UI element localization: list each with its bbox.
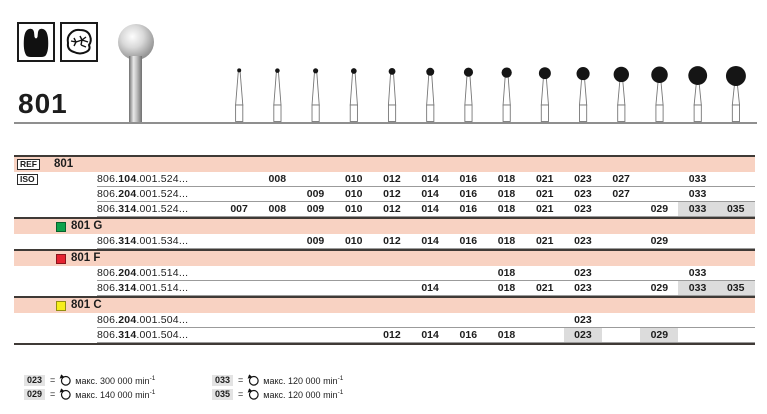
size-cell: 012 [383, 173, 401, 185]
figure-number: 801 [18, 88, 68, 119]
size-cell: 023 [574, 314, 592, 326]
size-cell [220, 266, 258, 281]
size-cell: 018 [497, 203, 516, 215]
iso-tag: ISO [17, 174, 38, 185]
size-cell [526, 328, 564, 343]
size-cell: 033 [688, 188, 707, 200]
size-cell: 023 [574, 188, 592, 200]
size-cell: 007 [230, 203, 248, 215]
iso-code: 806.314.001.504... [97, 329, 189, 341]
size-cell [717, 328, 755, 343]
row-label-cell [14, 328, 56, 343]
bur-silhouette [388, 68, 395, 122]
size-cell [717, 313, 755, 328]
size-cell: 021 [535, 203, 554, 215]
size-cell [602, 202, 640, 217]
section-header-row [14, 296, 755, 313]
row-label-cell [14, 187, 56, 202]
size-cell: 016 [459, 173, 478, 185]
size-cell: 023 [574, 173, 592, 185]
iso-code-bold: 314 [118, 329, 137, 341]
size-cell: 018 [497, 267, 516, 279]
section-header-row [14, 217, 755, 234]
size-cell [296, 172, 334, 187]
bur-silhouette [614, 67, 629, 122]
catalog-row [14, 281, 755, 296]
size-cell: 014 [421, 203, 439, 215]
baseline-rule [14, 122, 757, 124]
iso-code: 806.204.001.524... [97, 188, 189, 200]
max-speed-text: макс. 140 000 $\min^{-1}$ [75, 388, 156, 400]
size-cell: 014 [421, 188, 439, 200]
size-cell [373, 266, 411, 281]
size-cell [296, 328, 334, 343]
size-cell: 018 [497, 173, 516, 185]
size-cell: 008 [268, 173, 287, 185]
legend-entry [202, 387, 343, 401]
size-cell [220, 313, 258, 328]
equals-sign: = [238, 375, 244, 385]
size-cell: 035 [717, 281, 755, 296]
size-chip: 023 [24, 375, 45, 386]
max-speed-text: макс. 120 000 $\min^{-1}$ [263, 374, 344, 386]
iso-code: 806.204.001.504... [97, 314, 189, 326]
size-cell: 021 [535, 173, 554, 185]
bur-silhouette [651, 67, 668, 122]
iso-code-bold: 204 [118, 267, 137, 279]
section-header-row [14, 249, 755, 266]
size-cell [220, 172, 258, 187]
ref-tag: REF [17, 159, 40, 170]
catalog-row [14, 328, 755, 343]
row-label-cell [14, 172, 56, 187]
iso-code: 806.314.001.534... [97, 235, 189, 247]
catalog-row [14, 172, 755, 187]
row-divider [97, 342, 755, 343]
bur-silhouette [350, 68, 357, 121]
size-cell [640, 187, 678, 202]
grit-color-square [56, 254, 66, 264]
size-cell [335, 313, 373, 328]
size-cell: 016 [459, 235, 478, 247]
size-cell [640, 313, 678, 328]
size-cell [602, 281, 640, 296]
catalog-row [14, 234, 755, 249]
size-cell [640, 172, 678, 187]
size-cell [373, 281, 411, 296]
iso-code: 806.314.001.514... [97, 282, 189, 294]
size-cell [717, 266, 755, 281]
row-label-cell [14, 313, 56, 328]
size-cell: 033 [678, 202, 716, 217]
section-label: 801 C [71, 299, 102, 311]
row-divider [97, 248, 755, 249]
row-label-cell [14, 234, 56, 249]
max-speed-text: макс. 120 000 $\min^{-1}$ [263, 388, 344, 400]
catalog-row [14, 202, 755, 217]
size-cell: 016 [459, 188, 478, 200]
row-label-cell [14, 266, 56, 281]
size-cell [220, 281, 258, 296]
size-cell: 021 [535, 282, 554, 294]
size-cell: 008 [268, 203, 287, 215]
size-cell: 010 [344, 235, 363, 247]
size-cell: 018 [497, 329, 516, 341]
size-cell: 009 [306, 235, 325, 247]
iso-code-bold: 204 [118, 314, 137, 326]
equals-sign: = [238, 389, 244, 399]
size-cell: 010 [344, 173, 363, 185]
size-cell [220, 328, 258, 343]
size-cell [335, 328, 373, 343]
iso-code-bold: 314 [118, 282, 137, 294]
size-cell [411, 313, 449, 328]
size-cell: 010 [344, 188, 363, 200]
catalog-row [14, 187, 755, 202]
unit-exponent: -1 [149, 388, 156, 396]
size-cell: 016 [459, 203, 478, 215]
size-cell: 018 [497, 188, 516, 200]
size-cell: 023 [564, 328, 602, 343]
bur-row-svg [0, 0, 767, 123]
size-cell: 018 [497, 235, 516, 247]
bur-silhouette [426, 68, 434, 122]
max-speed-text: макс. 300 000 $\min^{-1}$ [75, 374, 156, 386]
size-cell: 009 [306, 188, 325, 200]
bur-silhouette [236, 68, 243, 121]
size-cell [335, 281, 373, 296]
size-cell: 023 [574, 282, 592, 294]
equals-sign: = [50, 375, 56, 385]
size-cell: 029 [650, 235, 669, 247]
section-label: 801 G [71, 220, 103, 232]
size-cell: 029 [650, 282, 669, 294]
bur-silhouette [312, 68, 319, 121]
unit-exponent: -1 [337, 388, 344, 396]
size-cell [526, 313, 564, 328]
size-cell: 027 [612, 173, 630, 185]
size-cell [449, 313, 487, 328]
row-divider [97, 216, 755, 217]
size-cell [258, 266, 296, 281]
size-cell [258, 187, 296, 202]
size-cell: 033 [688, 173, 707, 185]
size-cell: 012 [383, 188, 401, 200]
size-cell: 012 [383, 203, 401, 215]
grit-color-square [56, 222, 66, 232]
size-cell: 023 [574, 203, 592, 215]
size-cell [717, 172, 755, 187]
size-cell [717, 234, 755, 249]
size-cell [449, 266, 487, 281]
size-cell: 014 [421, 282, 439, 294]
size-cell [258, 313, 296, 328]
row-label-cell [14, 202, 56, 217]
legend-column [202, 373, 343, 401]
size-cell: 018 [497, 282, 516, 294]
legend-column [14, 373, 202, 401]
size-cell: 023 [574, 267, 592, 279]
bur-silhouette [577, 67, 590, 121]
size-cell [296, 266, 334, 281]
section-label: 801 F [71, 252, 101, 264]
size-cell: 014 [421, 173, 439, 185]
size-cell [258, 281, 296, 296]
row-divider [97, 295, 755, 296]
section-label: 801 [54, 158, 74, 170]
size-cell [296, 313, 334, 328]
size-cell [411, 266, 449, 281]
bur-silhouette [274, 68, 281, 121]
size-cell [526, 266, 564, 281]
size-cell [487, 313, 525, 328]
size-cell [335, 266, 373, 281]
size-cell [602, 234, 640, 249]
size-cell [220, 234, 258, 249]
catalog-row [14, 266, 755, 281]
size-chip: 035 [212, 389, 233, 400]
size-cell [373, 313, 411, 328]
legend-entry [202, 373, 343, 387]
size-cell [678, 328, 716, 343]
size-chip: 029 [24, 389, 45, 400]
unit-exponent: -1 [149, 374, 156, 382]
size-cell: 016 [459, 329, 478, 341]
size-cell: 010 [344, 203, 363, 215]
catalog-table [14, 155, 755, 345]
iso-code: 806.104.001.524... [97, 173, 189, 185]
size-cell [602, 266, 640, 281]
size-cell: 029 [640, 328, 678, 343]
bur-silhouette [726, 66, 746, 121]
size-cell [449, 281, 487, 296]
equals-sign: = [50, 389, 56, 399]
iso-code-bold: 104 [118, 173, 137, 185]
bur-silhouette [688, 66, 707, 121]
size-cell [602, 328, 640, 343]
size-cell: 027 [612, 188, 630, 200]
rotation-speed-icon [247, 374, 260, 387]
size-cell: 021 [535, 235, 554, 247]
row-label-cell [14, 281, 56, 296]
size-cell [678, 313, 716, 328]
bur-silhouette [539, 67, 551, 121]
iso-code-bold: 314 [118, 203, 137, 215]
iso-code: 806.314.001.524... [97, 203, 189, 215]
size-cell: 023 [574, 235, 592, 247]
size-cell [296, 281, 334, 296]
grit-color-square [56, 301, 66, 311]
bur-silhouette [464, 68, 473, 122]
size-chip: 033 [212, 375, 233, 386]
size-cell: 009 [306, 203, 325, 215]
size-cell: 012 [383, 235, 401, 247]
size-cell: 014 [421, 235, 439, 247]
size-cell [258, 234, 296, 249]
bur-silhouette [502, 67, 512, 121]
rotation-speed-icon [59, 374, 72, 387]
speed-legend [14, 373, 343, 401]
section-header-row [14, 155, 755, 172]
rotation-speed-icon [247, 388, 260, 401]
iso-code: 806.204.001.514... [97, 267, 189, 279]
legend-entry [14, 373, 202, 387]
size-cell [602, 313, 640, 328]
size-cell: 033 [688, 267, 707, 279]
size-cell: 021 [535, 188, 554, 200]
size-cell [220, 187, 258, 202]
size-cell: 012 [383, 329, 401, 341]
size-cell: 035 [717, 202, 755, 217]
catalog-row [14, 313, 755, 328]
unit-exponent: -1 [337, 374, 344, 382]
iso-code-bold: 204 [118, 188, 137, 200]
legend-entry [14, 387, 202, 401]
size-cell [258, 328, 296, 343]
size-cell [678, 234, 716, 249]
size-cell: 033 [678, 281, 716, 296]
size-cell: 029 [650, 203, 669, 215]
size-cell [717, 187, 755, 202]
size-cell [640, 266, 678, 281]
iso-code-bold: 314 [118, 235, 137, 247]
rotation-speed-icon [59, 388, 72, 401]
size-cell: 014 [421, 329, 439, 341]
